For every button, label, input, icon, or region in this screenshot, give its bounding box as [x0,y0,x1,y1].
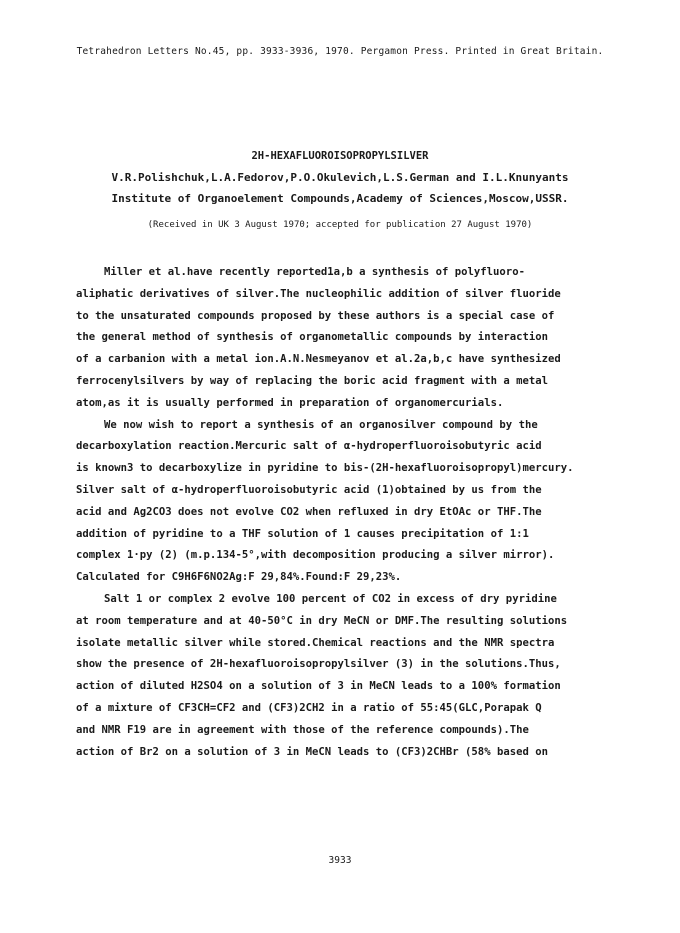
article-authors: V.R.Polishchuk,L.A.Fedorov,P.O.Okulevich,L.S.German and I.L.Knunyants [111,171,569,184]
body-line: acid and Ag2CO3 does not evolve CO2 when refluxed in dry EtOAc or THF.The [76,505,542,518]
article-title: 2H-HEXAFLUOROISOPROPYLSILVER [251,150,429,162]
body-line: at room temperature and at 40-50°C in dry MeCN or DMF.The resulting solutions [76,614,568,627]
body-line: Silver salt of α-hydroperfluoroisobutyric acid (1)obtained by us from the [76,483,542,496]
author-institute: Institute of Organoelement Compounds,Academy of Sciences,Moscow,USSR. [111,192,569,205]
body-line: We now wish to report a synthesis of an organosilver compound by the [104,418,538,431]
received-dates: (Received in UK 3 August 1970; accepted for publication 27 August 1970) [147,220,533,230]
body-line: action of Br2 on a solution of 3 in MeCN leads to (CF3)2CHBr (58% based on [76,745,548,758]
body-line: of a mixture of CF3CH=CF2 and (CF3)2CH2 in a ratio of 55:45(GLC,Porapak Q [76,701,542,714]
page-number: 3933 [328,855,352,866]
body-line: decarboxylation reaction.Mercuric salt of α-hydroperfluoroisobutyric acid [76,440,542,453]
body-line: action of diluted H2SO4 on a solution of 3 in MeCN leads to a 100% formation [76,680,561,693]
body-line: show the presence of 2H-hexafluoroisopropylsilver (3) in the solutions.Thus, [76,658,561,671]
body-line: Calculated for C9H6F6NO2Ag:F 29,84%.Found:F 29,23%. [76,571,402,584]
body-line: of a carbanion with a metal ion.A.N.Nesmeyanov et al.2a,b,c have synthesized [76,353,561,366]
body-line: to the unsaturated compounds proposed by these authors is a special case of [76,309,555,322]
body-line: Miller et al.have recently reported1a,b a synthesis of polyfluoro- [104,266,525,278]
body-line: ferrocenylsilvers by way of replacing the boric acid fragment with a metal [76,374,548,387]
body-line: aliphatic derivatives of silver.The nucleophilic addition of silver fluoride [76,287,561,300]
article-body [76,262,616,763]
body-line: and NMR F19 are in agreement with those of the reference compounds).The [76,723,529,736]
body-line: complex 1·py (2) (m.p.134-5°,with decomposition producing a silver mirror). [76,549,555,562]
body-line: Salt 1 or complex 2 evolve 100 percent of CO2 in excess of dry pyridine [104,592,557,605]
body-line: atom,as it is usually performed in preparation of organomercurials. [76,396,504,409]
journal-citation-header: Tetrahedron Letters No.45, pp. 3933-3936, 1970. Pergamon Press. Printed in Great Britain. [76,46,604,57]
body-line: the general method of synthesis of organometallic compounds by interaction [76,331,548,344]
body-line: is known3 to decarboxylize in pyridine to bis-(2H-hexafluoroisopropyl)mercury. [76,462,574,475]
body-line: addition of pyridine to a THF solution of 1 causes precipitation of 1:1 [76,527,529,540]
body-line: isolate metallic silver while stored.Chemical reactions and the NMR spectra [76,636,555,649]
